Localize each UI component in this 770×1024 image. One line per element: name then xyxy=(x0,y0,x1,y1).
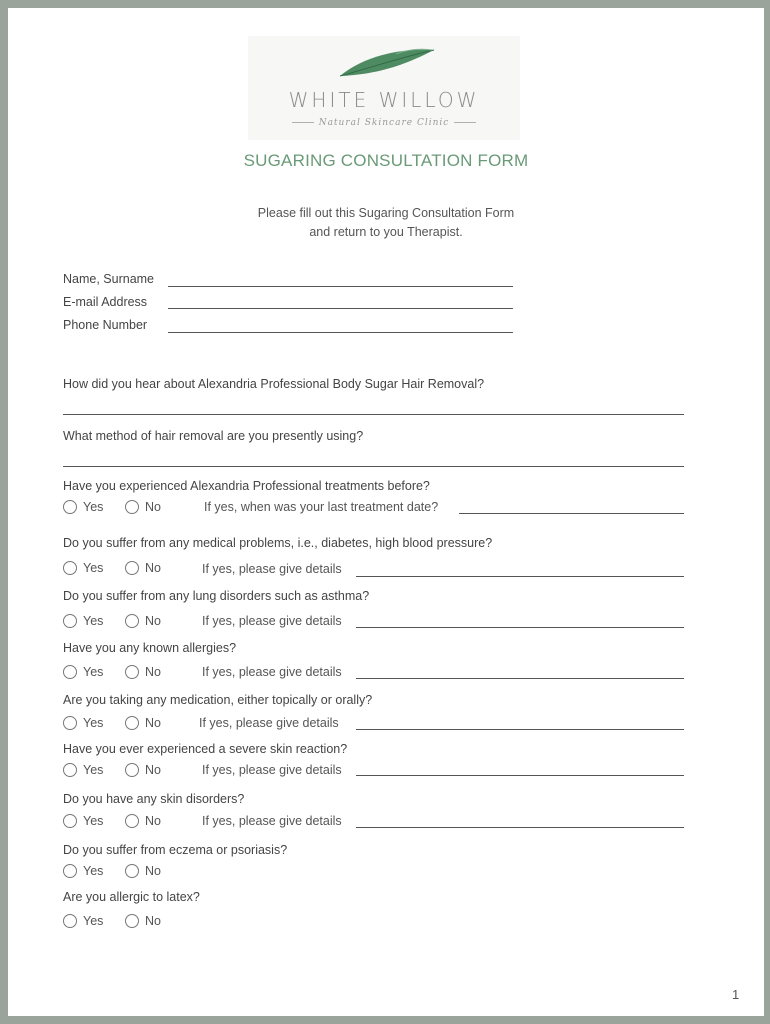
yes-label: Yes xyxy=(83,814,104,828)
no-radio[interactable] xyxy=(125,864,139,878)
question-skin-disorders: Do you have any skin disorders? xyxy=(63,792,245,806)
medical-problems-details-field[interactable] xyxy=(356,576,684,577)
name-label: Name, Surname xyxy=(63,272,155,286)
logo-brand: WHITE WILLOW xyxy=(288,88,480,112)
question-allergies: Have you any known allergies? xyxy=(63,641,237,655)
leaf-icon xyxy=(336,46,436,80)
yes-radio[interactable] xyxy=(63,914,77,928)
intro-line-1: Please fill out this Sugaring Consultation Form xyxy=(257,206,515,220)
yes-label: Yes xyxy=(83,614,104,628)
question-medication: Are you taking any medication, either topically or orally? xyxy=(63,693,373,707)
question-eczema-psoriasis: Do you suffer from eczema or psoriasis? xyxy=(63,843,288,857)
form-page xyxy=(8,8,764,1016)
yes-radio[interactable] xyxy=(63,763,77,777)
no-radio[interactable] xyxy=(125,914,139,928)
lung-disorders-details-field[interactable] xyxy=(356,627,684,628)
no-label: No xyxy=(145,914,161,928)
question-hair-removal-method: What method of hair removal are you presently using? xyxy=(63,429,364,443)
details-label: If yes, please give details xyxy=(202,763,342,777)
no-radio[interactable] xyxy=(125,614,139,628)
form-title: SUGARING CONSULTATION FORM xyxy=(243,151,529,170)
clinic-logo xyxy=(248,36,520,140)
no-radio[interactable] xyxy=(125,814,139,828)
yes-radio[interactable] xyxy=(63,864,77,878)
question-hear-about: How did you hear about Alexandria Professional Body Sugar Hair Removal? xyxy=(63,377,485,391)
details-label: If yes, please give details xyxy=(202,665,342,679)
yes-radio[interactable] xyxy=(63,716,77,730)
yes-radio[interactable] xyxy=(63,561,77,575)
last-treatment-date-label: If yes, when was your last treatment date? xyxy=(204,500,439,514)
question-medical-problems: Do you suffer from any medical problems, i.e., diabetes, high blood pressure? xyxy=(63,536,493,550)
details-label: If yes, please give details xyxy=(199,716,339,730)
email-label: E-mail Address xyxy=(63,295,148,309)
phone-field[interactable] xyxy=(168,332,513,333)
allergies-details-field[interactable] xyxy=(356,678,684,679)
question-skin-reaction: Have you ever experienced a severe skin reaction? xyxy=(63,742,348,756)
yes-label: Yes xyxy=(83,665,104,679)
no-label: No xyxy=(145,614,161,628)
yes-radio[interactable] xyxy=(63,500,77,514)
name-field[interactable] xyxy=(168,286,513,287)
no-label: No xyxy=(145,716,161,730)
yes-label: Yes xyxy=(83,561,104,575)
skin-disorders-details-field[interactable] xyxy=(356,827,684,828)
form-intro xyxy=(8,204,764,242)
yes-label: Yes xyxy=(83,500,104,514)
page-number: 1 xyxy=(732,987,740,1002)
no-label: No xyxy=(145,814,161,828)
hear-about-field[interactable] xyxy=(63,414,684,415)
email-field[interactable] xyxy=(168,308,513,309)
no-radio[interactable] xyxy=(125,763,139,777)
details-label: If yes, please give details xyxy=(202,562,342,576)
phone-label: Phone Number xyxy=(63,318,148,332)
no-radio[interactable] xyxy=(125,716,139,730)
medication-details-field[interactable] xyxy=(356,729,684,730)
last-treatment-date-field[interactable] xyxy=(459,513,684,514)
details-label: If yes, please give details xyxy=(202,614,342,628)
details-label: If yes, please give details xyxy=(202,814,342,828)
yes-radio[interactable] xyxy=(63,614,77,628)
no-radio[interactable] xyxy=(125,500,139,514)
question-lung-disorders: Do you suffer from any lung disorders such as asthma? xyxy=(63,589,370,603)
skin-reaction-details-field[interactable] xyxy=(356,775,684,776)
yes-radio[interactable] xyxy=(63,814,77,828)
question-previous-treatments: Have you experienced Alexandria Professional treatments before? xyxy=(63,479,430,493)
no-label: No xyxy=(145,561,161,575)
yes-label: Yes xyxy=(83,716,104,730)
logo-tagline: Natural Skincare Clinic xyxy=(248,118,520,128)
intro-line-2: and return to you Therapist. xyxy=(309,225,463,239)
hair-removal-method-field[interactable] xyxy=(63,466,684,467)
yes-label: Yes xyxy=(83,864,104,878)
no-label: No xyxy=(145,500,161,514)
no-radio[interactable] xyxy=(125,665,139,679)
yes-label: Yes xyxy=(83,914,104,928)
yes-radio[interactable] xyxy=(63,665,77,679)
yes-label: Yes xyxy=(83,763,104,777)
no-radio[interactable] xyxy=(125,561,139,575)
question-latex-allergy: Are you allergic to latex? xyxy=(63,890,200,904)
no-label: No xyxy=(145,665,161,679)
no-label: No xyxy=(145,763,161,777)
no-label: No xyxy=(145,864,161,878)
